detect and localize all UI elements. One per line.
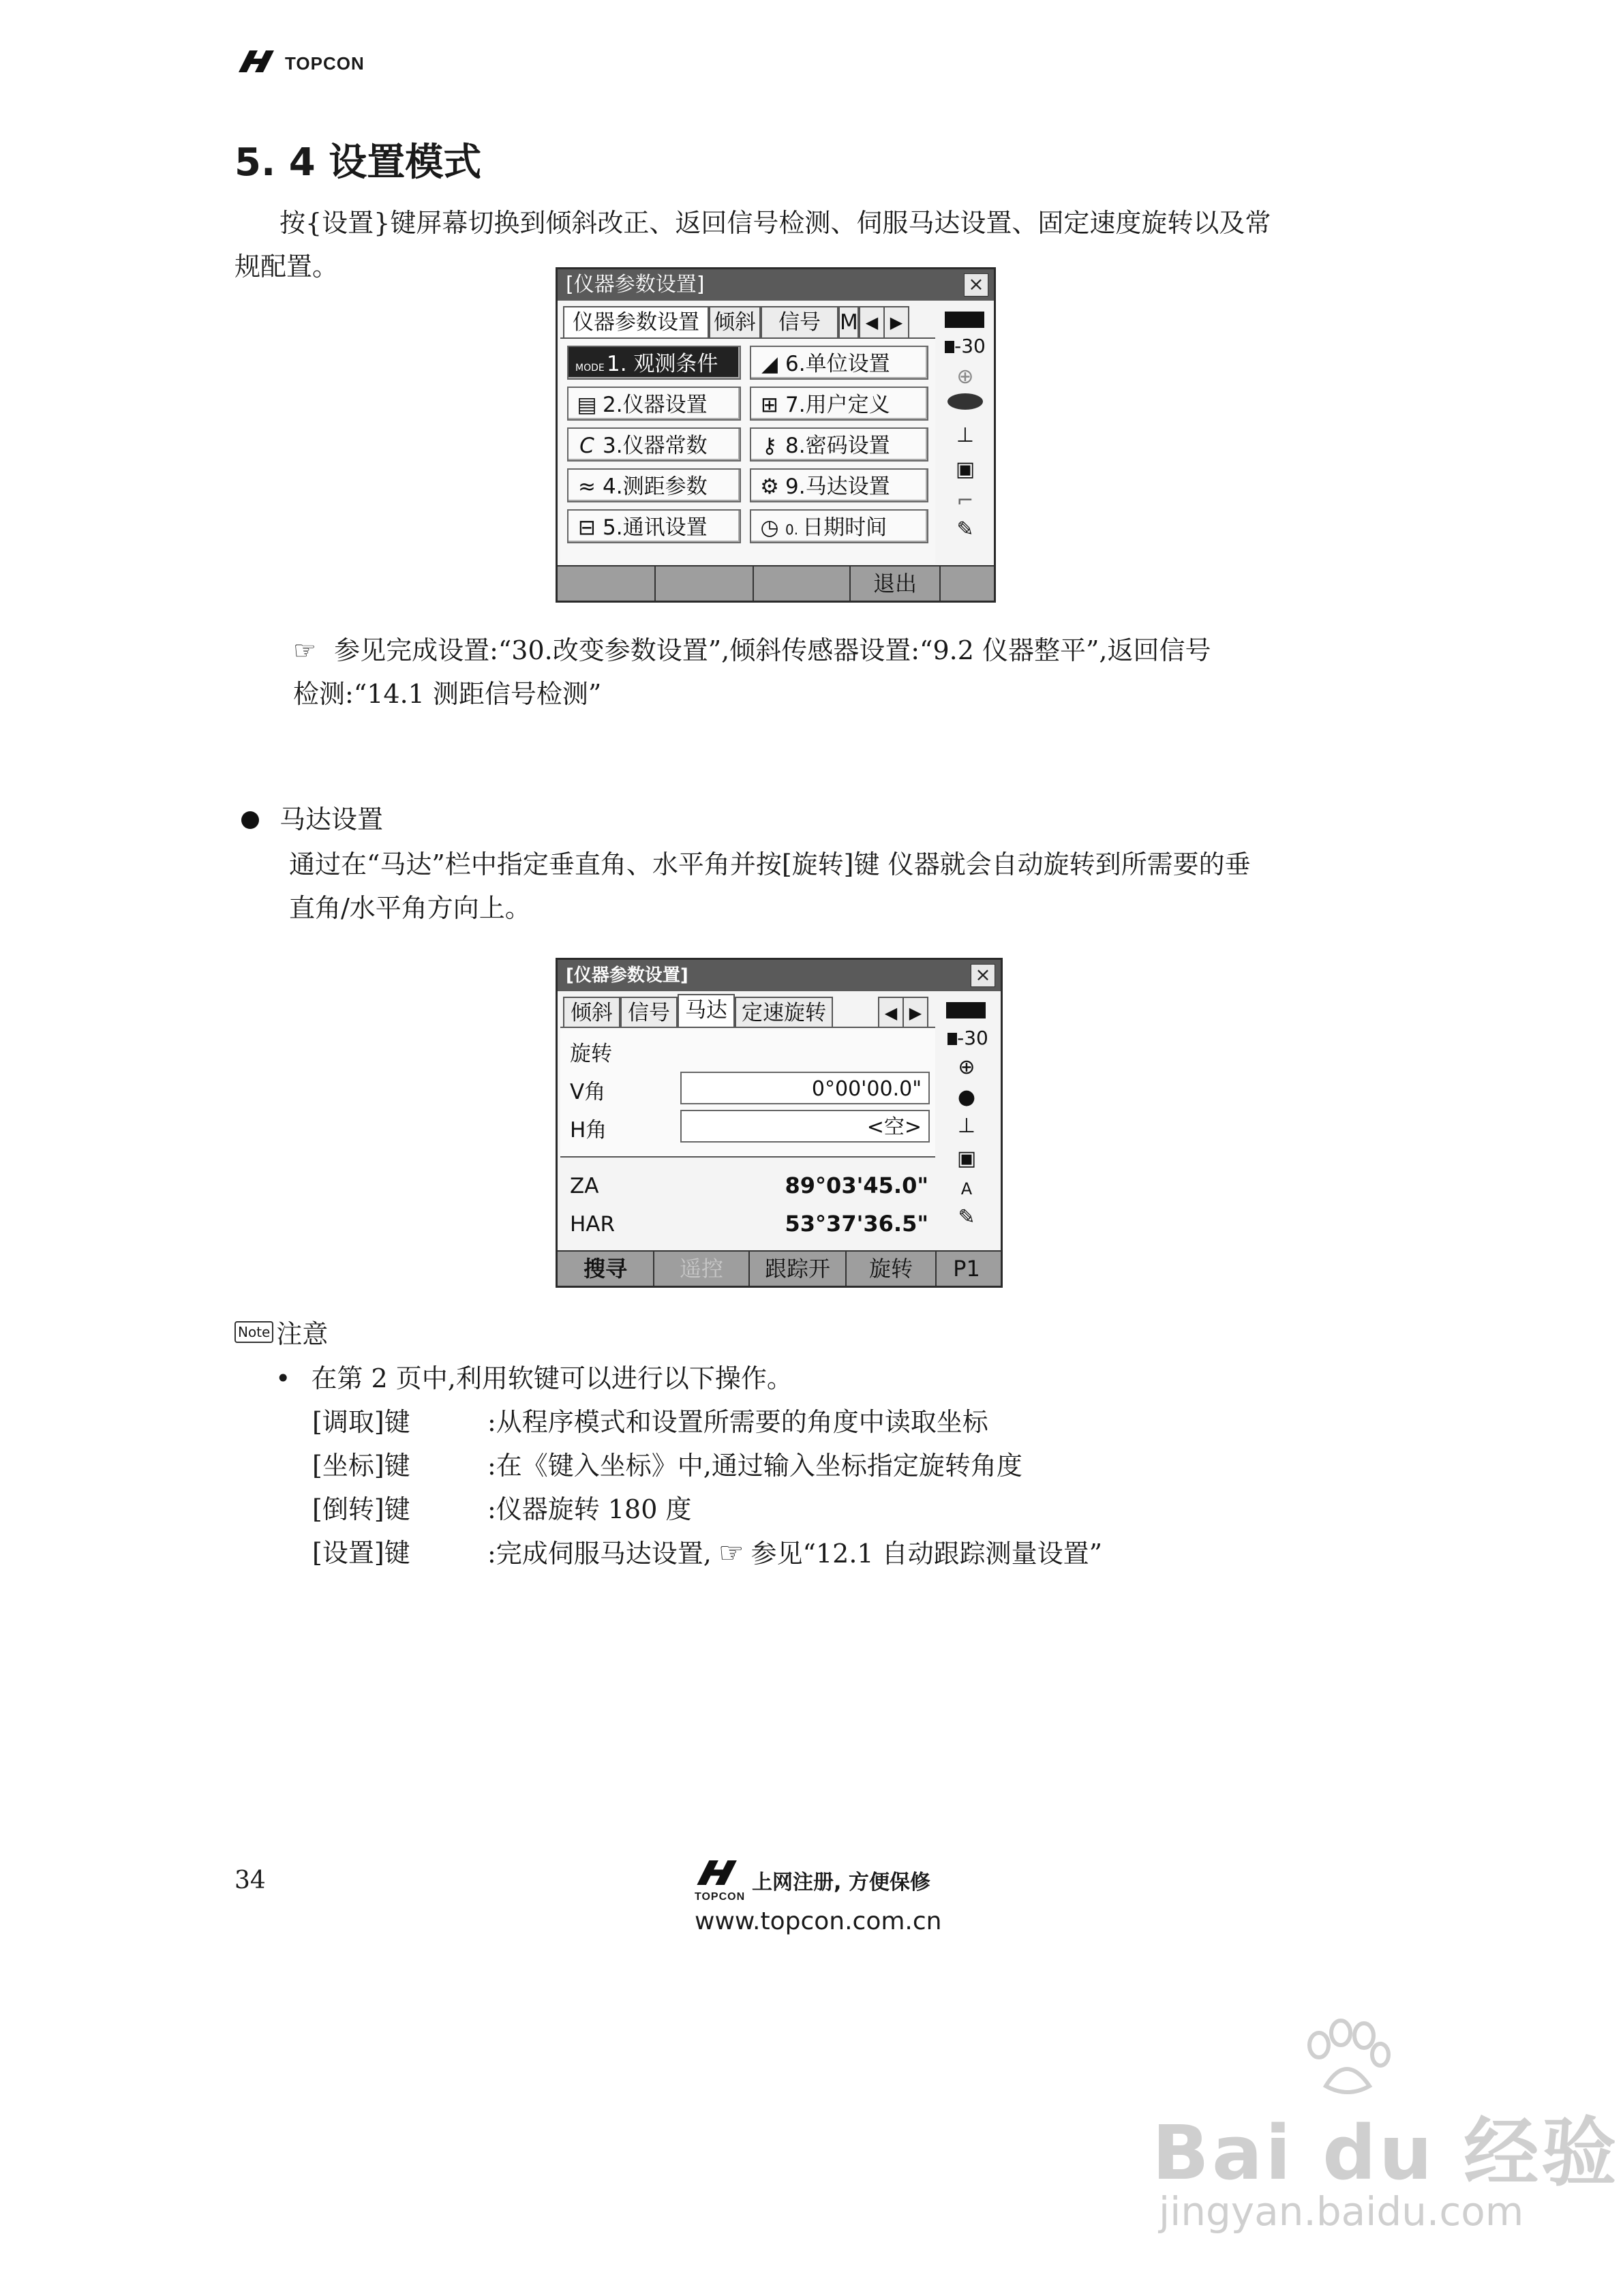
h-angle-input[interactable]: <空>: [680, 1110, 930, 1143]
instrument-icon: ▤: [577, 393, 597, 417]
input-mode-letter: A: [960, 1179, 973, 1198]
screen1-softkey-1[interactable]: [558, 567, 656, 601]
topcon-logo-icon: [692, 1854, 746, 1891]
v-angle-label: V角: [570, 1080, 606, 1104]
footer-brand: TOPCON: [695, 1891, 746, 1903]
rotate-button[interactable]: 旋转: [847, 1252, 937, 1286]
note-badge-icon: Note: [234, 1321, 273, 1343]
note-row-key-1: [调取]键: [312, 1407, 410, 1437]
input-mode-icon: ✎: [956, 517, 974, 541]
screen1-titlebar: [558, 269, 994, 301]
menu-item-comms[interactable]: [567, 509, 741, 543]
screen2-status-strip: [939, 997, 997, 1249]
menu-item-user[interactable]: [750, 387, 928, 421]
intro-line-2: 规配置。: [234, 252, 339, 282]
unit-icon: ◢: [761, 352, 778, 376]
laser-icon: [945, 393, 986, 410]
crosshair-icon: ⊕: [958, 1055, 975, 1079]
menu-item-label: 2.仪器设置: [603, 393, 708, 417]
menu-item-label: 4.测距参数: [603, 474, 708, 499]
footer-url: www.topcon.com.cn: [695, 1907, 942, 1935]
screen1-softkey-3[interactable]: [754, 567, 851, 601]
ref-note-line-1: [293, 629, 1211, 672]
menu-item-label: 6.单位设置: [785, 352, 890, 376]
footer-logo: [692, 1854, 951, 1943]
har-label: HAR: [570, 1212, 616, 1237]
constant-icon: C: [579, 434, 594, 458]
page-button[interactable]: P1: [953, 1256, 980, 1282]
menu-item-prefix: 0.: [785, 522, 799, 538]
bullet-dot-icon: [241, 811, 259, 829]
clock-icon: ◷: [760, 515, 779, 540]
motor-desc-line-1: 通过在“马达”栏中指定垂直角、水平角并按[旋转]键 仪器就会自动旋转到所需要的垂: [289, 849, 1251, 879]
rotate-label: 旋转: [570, 1042, 612, 1066]
level-icon: ⊥: [957, 1114, 976, 1138]
pointing-hand-icon: ☞: [718, 1536, 744, 1569]
h-angle-label: H角: [570, 1118, 607, 1143]
menu-item-datetime[interactable]: [750, 509, 928, 543]
menu-item-label: 7.用户定义: [785, 393, 890, 417]
ref-note-text-1: 参见完成设置:“30.改变参数设置”,倾斜传感器设置:“9.2 仪器整平”,返回信号: [334, 635, 1211, 665]
note-heading: [234, 1313, 328, 1350]
note-last-ref: 参见“12.1 自动跟踪测量设置”: [750, 1539, 1103, 1569]
screen1-tab-tilt[interactable]: 倾斜: [709, 306, 761, 337]
edm-icon: ≈: [578, 474, 596, 499]
screen1-tab-params[interactable]: 仪器参数设置: [563, 306, 709, 337]
laser-dot-icon: ●: [957, 1085, 976, 1109]
menu-item-constants[interactable]: [567, 427, 741, 462]
target-square-icon: [945, 341, 954, 353]
screen1-left-arrow-icon[interactable]: ◀: [859, 306, 885, 337]
prism-constant-value: -30: [957, 1027, 988, 1049]
v-angle-input[interactable]: 0°00'00.0": [680, 1072, 930, 1104]
note-row-key-4: [设置]键: [312, 1538, 410, 1568]
screen2-title: [仪器参数设置]: [566, 965, 688, 986]
watermark-url: jingyan.baidu.com: [1159, 2188, 1524, 2235]
menu-item-label: 1. 观测条件: [607, 352, 718, 376]
screen1-status-strip: [939, 306, 991, 562]
screen2-tab-motor[interactable]: 马达: [678, 994, 735, 1028]
note-row-4: [487, 1531, 1102, 1575]
za-label: ZA: [570, 1174, 599, 1198]
note-row-desc-2: :在《键入坐标》中,通过输入坐标指定旋转角度: [487, 1451, 1022, 1481]
note-row-key-3: [倒转]键: [312, 1494, 410, 1524]
pointing-hand-icon: ☞: [293, 635, 317, 665]
menu-item-units[interactable]: [750, 346, 928, 380]
comms-icon: ⊟: [578, 515, 596, 540]
page-number: 34: [234, 1867, 266, 1894]
note-row-key-2: [坐标]键: [312, 1451, 410, 1481]
menu-item-label: 日期时间: [802, 515, 888, 540]
battery-icon: [946, 1002, 987, 1018]
baidu-paw-icon: [1299, 2018, 1394, 2100]
mode-icon: MODE: [575, 363, 605, 374]
intro-line-1: 按{设置}键屏幕切换到倾斜改正、返回信号检测、伺服马达设置、固定速度旋转以及常: [279, 208, 1271, 238]
level-icon: ⊥: [956, 423, 975, 447]
note-bullet: [275, 1357, 793, 1400]
screen1-softkey-2[interactable]: [656, 567, 754, 601]
screen2-tab-const-rotation[interactable]: 定速旋转: [735, 997, 833, 1028]
prism-constant-readout: [939, 1027, 997, 1049]
gear-icon: ⚙: [760, 474, 779, 499]
watermark-text: Bai du 经验: [1152, 2109, 1620, 2196]
footer-slogan: 上网注册, 方便保修: [752, 1871, 930, 1894]
tracking-on-button[interactable]: 跟踪开: [750, 1252, 847, 1286]
menu-item-motor[interactable]: [750, 468, 928, 502]
menu-item-password[interactable]: [750, 427, 928, 462]
prism-constant-readout: [939, 335, 991, 357]
section-heading: 5. 4 设置模式: [234, 140, 482, 185]
menu-item-label: 8.密码设置: [785, 434, 890, 458]
header-logo: [234, 41, 384, 82]
remote-button[interactable]: 遥控: [654, 1252, 750, 1286]
motor-title: 马达设置: [279, 804, 384, 834]
screen2-titlebar: [558, 960, 1001, 991]
screen2-close-button[interactable]: ×: [971, 964, 995, 987]
note-title: 注意: [276, 1319, 329, 1349]
prism-constant-value: -30: [954, 335, 986, 357]
search-button[interactable]: 搜寻: [558, 1252, 654, 1286]
instrument-status-icon: ▣: [955, 457, 975, 481]
menu-item-label: 9.马达设置: [785, 474, 890, 499]
screen2-tab-signal[interactable]: 信号: [620, 997, 678, 1028]
motor-desc-line-2: 直角/水平角方向上。: [289, 893, 531, 923]
ref-note-line-2: 检测:“14.1 测距信号检测”: [293, 679, 602, 709]
menu-item-label: 3.仪器常数: [603, 434, 708, 458]
signal-icon: ⌐: [956, 489, 974, 513]
header-brand: TOPCON: [285, 53, 365, 74]
za-value: 89°03'45.0": [785, 1173, 928, 1198]
edit-icon: ✎: [958, 1205, 975, 1229]
topcon-logo-icon: [234, 45, 282, 78]
instrument-status-icon: ▣: [956, 1147, 977, 1170]
user-define-icon: ⊞: [761, 393, 778, 417]
screen2-left-arrow-icon[interactable]: ◀: [878, 997, 904, 1028]
target-square-icon: [947, 1033, 957, 1045]
menu-item-observation[interactable]: [567, 346, 741, 380]
har-value: 53°37'36.5": [785, 1211, 928, 1237]
key-icon: ⚷: [761, 434, 778, 458]
screen1-close-button[interactable]: ×: [964, 273, 988, 297]
screen1-tab-more[interactable]: M: [838, 306, 859, 337]
note-row-desc-1: :从程序模式和设置所需要的角度中读取坐标: [487, 1407, 988, 1437]
screen1-softkey-bar: [558, 565, 994, 601]
note-row-desc-3: :仪器旋转 180 度: [487, 1494, 692, 1524]
menu-item-edm[interactable]: [567, 468, 741, 502]
exit-button[interactable]: 退出: [851, 567, 941, 601]
bullet-icon: •: [275, 1363, 291, 1393]
note-bullet-text: 在第 2 页中,利用软键可以进行以下操作。: [311, 1363, 793, 1393]
menu-item-label: 5.通讯设置: [603, 515, 708, 540]
screen1-right-arrow-icon[interactable]: ▶: [883, 306, 909, 337]
screen-motor-tab: [556, 958, 1003, 1288]
screen2-softkey-bar: [558, 1250, 1001, 1286]
crosshair-icon: ⊕: [956, 365, 974, 389]
battery-icon: [945, 312, 986, 328]
screen2-tab-tilt[interactable]: 倾斜: [563, 997, 620, 1028]
note-row-desc-4: :完成伺服马达设置,: [487, 1539, 712, 1569]
screen-instrument-menu: [556, 267, 996, 603]
screen1-title: [仪器参数设置]: [566, 273, 705, 297]
screen2-right-arrow-icon[interactable]: ▶: [902, 997, 928, 1028]
menu-item-instrument[interactable]: [567, 387, 741, 421]
screen1-tab-signal[interactable]: 信号: [761, 306, 838, 337]
